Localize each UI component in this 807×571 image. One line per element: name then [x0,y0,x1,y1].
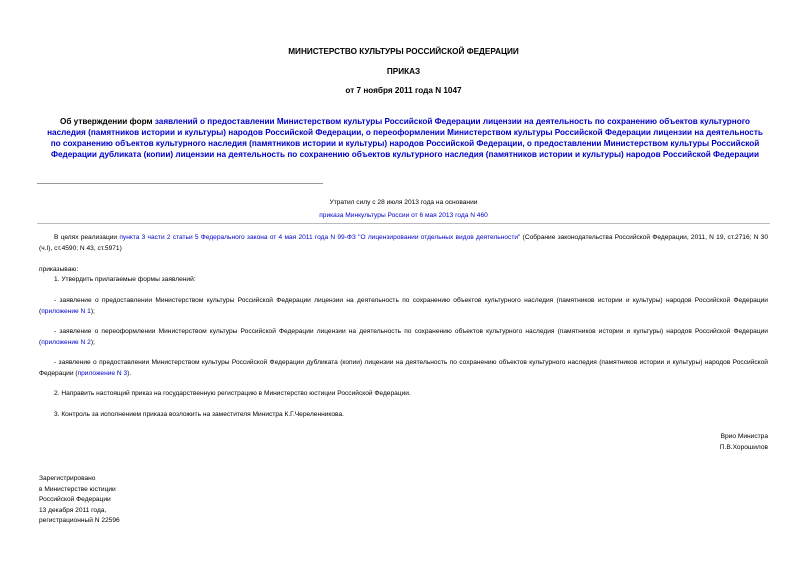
preamble-paragraph [39,233,768,254]
preamble-after: (Собрание законодательства Российской Федерации, 2011, N 19, ст.2716; N 30 (ч.I), ст.4590; N 43, ст.5971) [39,234,769,252]
prikazyvayu-text: приказываю: [39,266,79,273]
law-link[interactable]: пункта 3 части 2 статьи 5 Федерального закона от 4 мая 2011 года N 99-ФЗ "О лицензировании отдельных видов деятельности" [119,234,521,241]
title-link[interactable]: заявлений о предоставлении Министерством культуры Российской Федерации лицензии на деятельность по сохранению объектов культурного наследия (памятников истории и культуры) народов Российской Федерации, о переоформлении Министерством культуры Российской Федерации лицензии на деятельность по сохранению объектов культурного наследия (памятников истории и культуры) народов Российской Федерации, о предоставлении Министерством культуры Российской Федерации дубликата (копии) лицензии на деятельность по сохранению объектов культурного наследия (памятников истории и культуры) народов Российской Федерации [47,117,763,159]
registration-line-4: 13 декабря 2011 года, [39,506,107,514]
item-1 [39,275,768,286]
item-3 [39,410,768,421]
expiry-notice-link[interactable]: приказа Минкультуры России от 6 мая 2013 года N 460 [319,212,488,219]
bullet-1 [39,296,768,317]
bullet-2-end: ); [90,338,95,346]
doc-type-heading: ПРИКАЗ [386,67,421,76]
signature-block [720,432,768,453]
bullet-1-text: - заявление о предоставлении Министерством культуры Российской Федерации лицензии на деятельность по сохранению объектов культурного наследия (памятников истории и культуры) народов Российской Федерации ( [39,297,768,315]
bullet-3-text: - заявление о предоставлении Министерством культуры Российской Федерации дубликата (копии) лицензии на деятельность по сохранению объектов культурного наследия (памятников истории и культуры) народов Российской Федерации ( [39,359,768,377]
ministry-heading: МИНИСТЕРСТВО КУЛЬТУРЫ РОССИЙСКОЙ ФЕДЕРАЦИИ [288,47,519,56]
signature-name: П.В.Хорошилов [719,443,768,451]
registration-line-1: Зарегистрировано [39,475,96,482]
date-number-heading: от 7 ноября 2011 года N 1047 [345,86,462,95]
registration-line-2: в Министерстве юстиции [39,485,116,493]
bullet-3 [39,358,768,379]
item-2 [39,389,768,400]
preamble-before: В целях реализации [54,234,120,241]
expiry-notice [0,196,807,222]
item-1-text: 1. Утвердить прилагаемые формы заявлений: [54,276,196,283]
appendix-2-link[interactable]: приложение N 2 [41,338,91,346]
divider-short [37,183,323,184]
item-3-text: 3. Контроль за исполнением приказа возложить на заместителя Министра К.Г.Череленникова. [54,411,344,418]
registration-block [39,474,120,527]
bullet-2-text: - заявление о переоформлении Министерством культуры Российской Федерации лицензии на деятельность по сохранению объектов культурного наследия (памятников истории и культуры) народов Российской Федерации ( [39,328,768,346]
item-2-text: 2. Направить настоящий приказ на государственную регистрацию в Министерство юстиции Российской Федерации. [54,390,411,397]
registration-line-5: регистрационный N 22596 [39,517,120,524]
title-prefix: Об утверждении форм [59,117,155,126]
divider-long [37,223,770,224]
appendix-3-link[interactable]: приложение N 3 [77,369,128,377]
bullet-3-end: ). [127,369,132,377]
registration-line-3: Российской Федерации [39,496,111,503]
bullet-2 [39,327,768,348]
expiry-notice-text: Утратил силу с 28 июля 2013 года на основании [329,199,478,206]
bullet-1-end: ); [90,307,95,315]
appendix-1-link[interactable]: приложение N 1 [41,307,91,315]
document-title [45,116,765,160]
signature-position: Врио Министра [720,433,768,440]
